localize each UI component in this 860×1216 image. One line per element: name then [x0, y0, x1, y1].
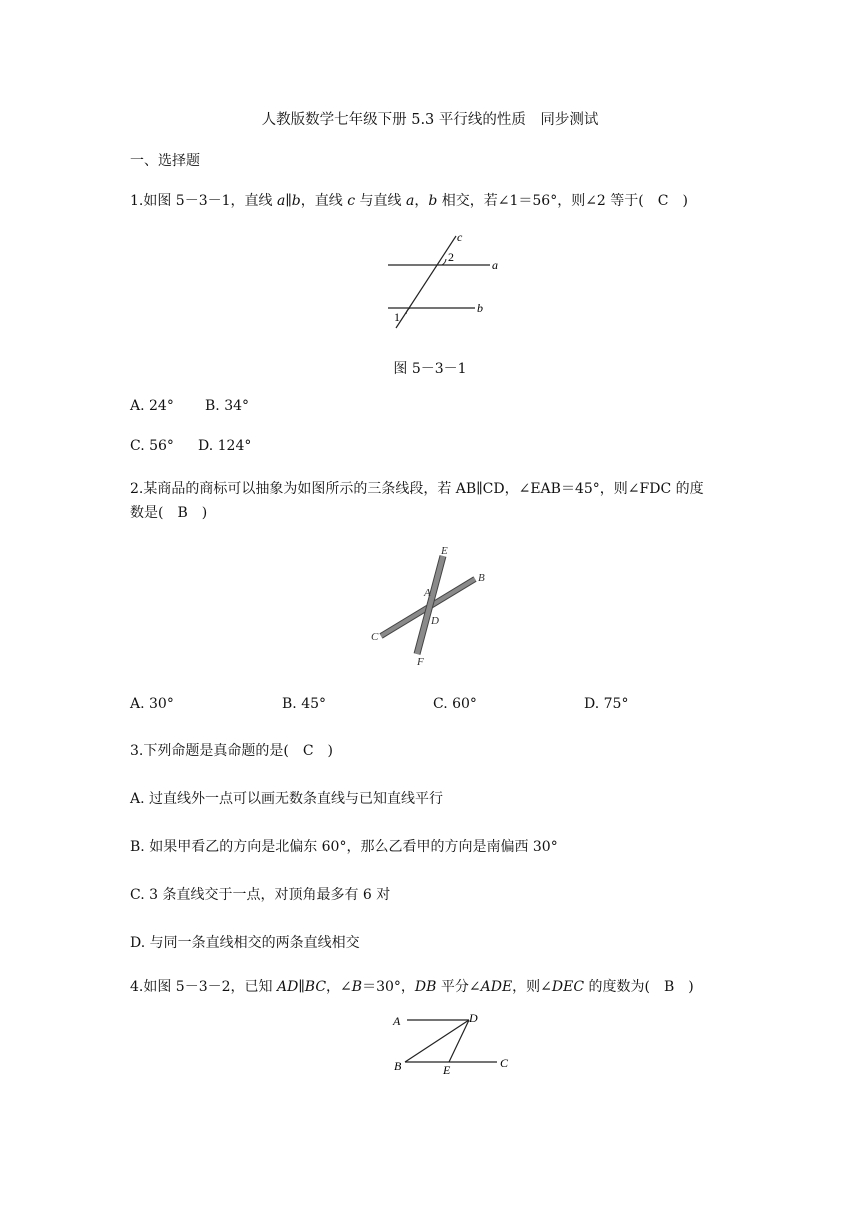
angle-2-arc	[442, 259, 446, 265]
q4-text-6: DB	[414, 979, 437, 995]
q3-option-a: A. 过直线外一点可以画无数条直线与已知直线平行	[130, 791, 444, 807]
q3-option-b: B. 如果甲看乙的方向是北偏东 60°，那么乙看甲的方向是南偏西 30°	[130, 839, 558, 855]
q1-number: 1.	[130, 193, 144, 209]
question-3-stem: 3.下列命题是真命题的是( C )	[130, 743, 333, 759]
figure-caption-1: 图 5－3－1	[393, 361, 467, 377]
question-4-stem	[130, 976, 694, 996]
label-c: c	[457, 230, 463, 244]
label-A: A	[424, 587, 431, 599]
q1-text-c: ，直线	[300, 193, 348, 209]
section-heading: 一、选择题	[130, 153, 200, 169]
q1-text-f: a	[405, 193, 415, 209]
question-2-line-1: 2.某商品的商标可以抽象为如图所示的三条线段，若 AB∥CD，∠EAB＝45°，则∠FDC 的度	[130, 481, 704, 497]
q2-option-b: B. 45°	[282, 696, 327, 712]
line-c	[396, 236, 456, 328]
label-b: b	[477, 301, 483, 315]
q4-text-9: ，则∠	[512, 979, 552, 995]
q4-text-11: 的度数为( B )	[584, 979, 694, 995]
label-E: E	[441, 545, 448, 557]
q1-option-b: B. 34°	[205, 398, 250, 414]
angle-1-arc	[406, 308, 410, 314]
label-D: D	[469, 1011, 478, 1025]
q1-text-e: 与直线	[355, 193, 406, 209]
segment-ef-fill	[417, 556, 443, 654]
page-title: 人教版数学七年级下册 5.3 平行线的性质 同步测试	[261, 112, 599, 128]
label-C: C	[371, 631, 379, 643]
q1-option-a: A. 24°	[130, 398, 174, 414]
q4-text-2: AD∥BC	[276, 979, 327, 995]
q3-option-c: C. 3 条直线交于一点，对顶角最多有 6 对	[130, 887, 391, 903]
q1-text-g: ，	[414, 193, 429, 209]
q4-text-5: ＝30°，	[362, 979, 415, 995]
q1-option-c: C. 56°	[130, 438, 174, 454]
q1-text-i: 相交，若∠1＝56°，则∠2 等于( C )	[437, 193, 688, 209]
q1-text-h: b	[428, 193, 438, 209]
q3-option-d: D. 与同一条直线相交的两条直线相交	[130, 935, 360, 951]
label-2: 2	[448, 250, 454, 264]
label-C: C	[500, 1056, 509, 1070]
q1-option-d: D. 124°	[198, 438, 252, 454]
q4-text-7: 平分∠	[436, 979, 481, 995]
q2-option-c: C. 60°	[433, 696, 477, 712]
q4-text-8: ADE	[480, 979, 513, 995]
q2-option-d: D. 75°	[584, 696, 629, 712]
q2-option-a: A. 30°	[130, 696, 174, 712]
q1-text-a: 如图 5－3－1，直线	[143, 193, 277, 209]
q4-text-3: ，∠	[326, 979, 352, 995]
question-2-line-2: 数是( B )	[130, 505, 208, 521]
label-E: E	[443, 1063, 451, 1077]
label-a: a	[492, 258, 498, 272]
figure-5-3-1	[380, 228, 510, 332]
figure-trademark	[365, 542, 495, 670]
q4-text-4: B	[351, 979, 363, 995]
figure-5-3-2	[385, 1008, 515, 1078]
q4-text-10: DEC	[551, 979, 585, 995]
label-F: F	[417, 656, 424, 668]
label-B: B	[478, 572, 485, 584]
q1-text-d: c	[347, 193, 356, 209]
q4-text-1: 4.如图 5－3－2，已知	[130, 979, 277, 995]
question-1-stem	[130, 190, 688, 210]
label-B: B	[394, 1059, 402, 1073]
label-D: D	[431, 615, 439, 627]
label-1: 1	[394, 310, 400, 324]
label-A: A	[393, 1014, 401, 1028]
q1-text-b: a∥b	[276, 193, 301, 209]
